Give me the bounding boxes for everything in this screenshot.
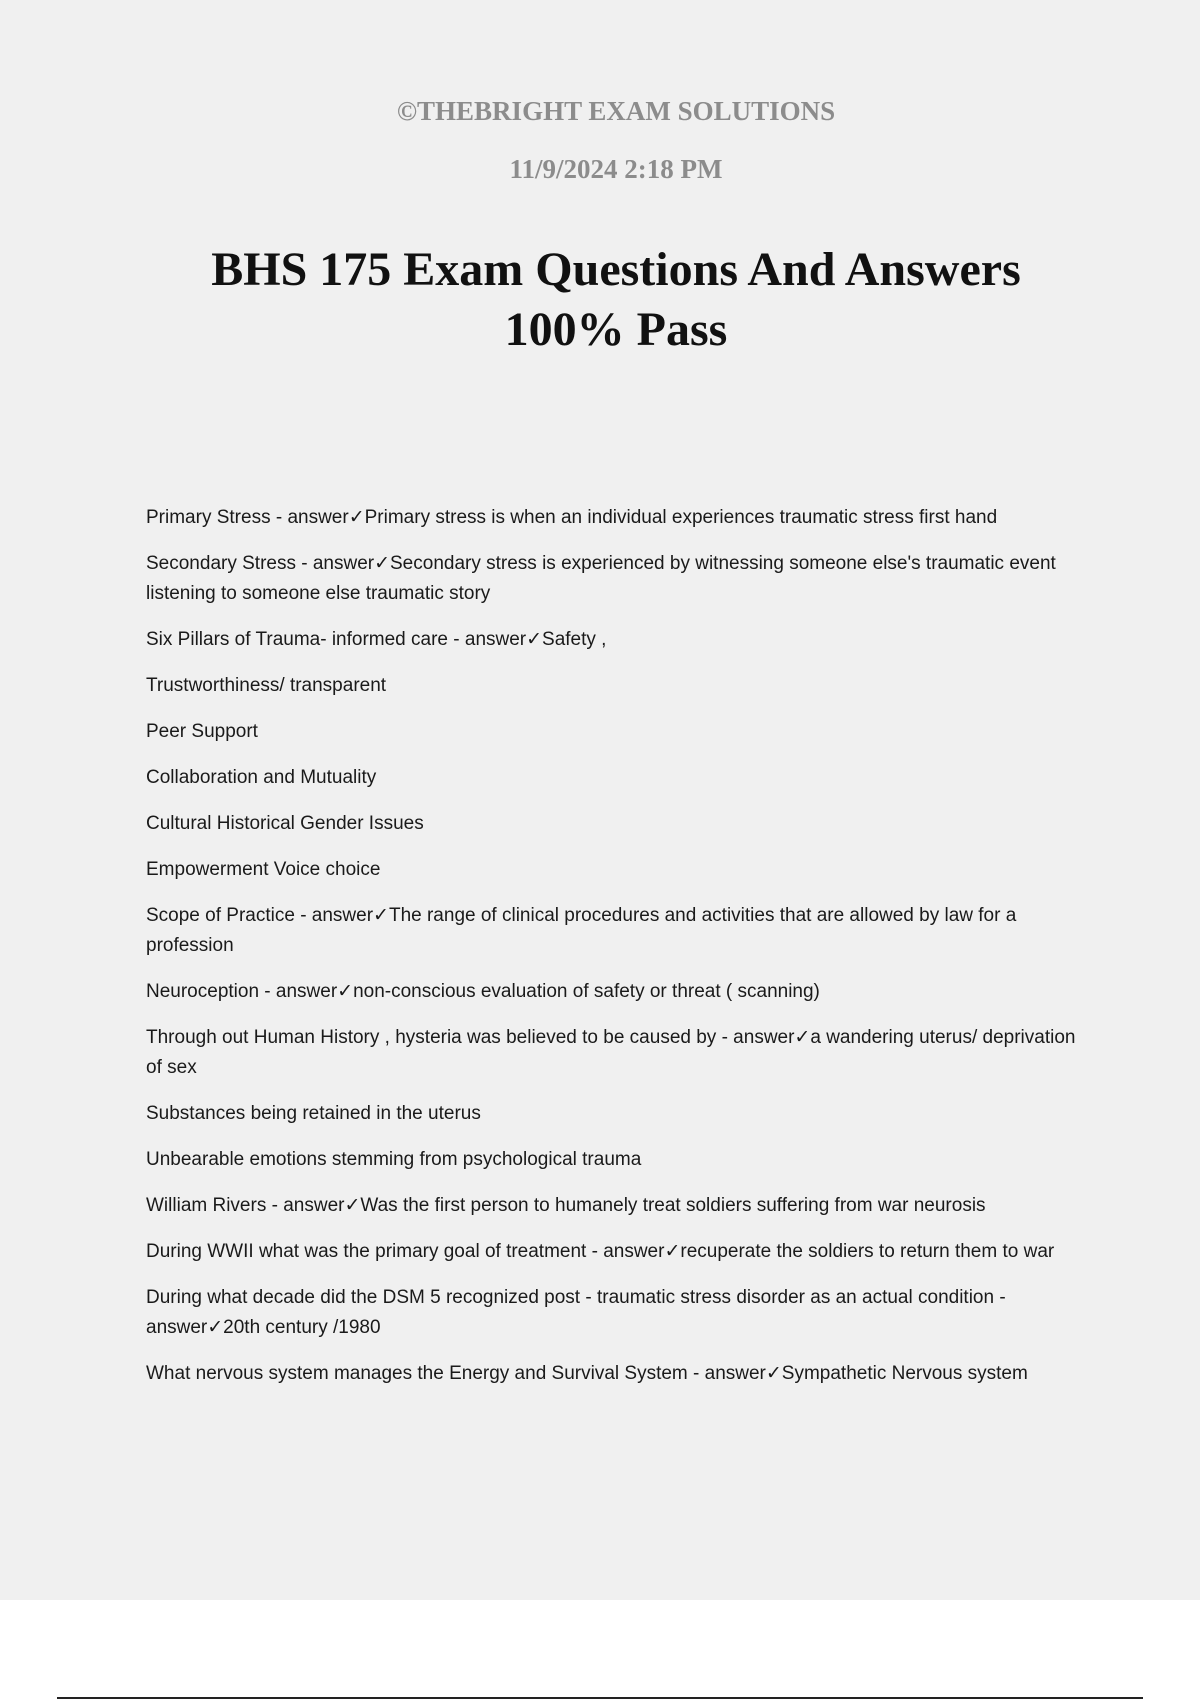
page-bottom-rule	[57, 1697, 1143, 1699]
title-line-1: BHS 175 Exam Questions And Answers	[211, 243, 1021, 296]
qa-item: What nervous system manages the Energy and Survival System - answer✓Sympathetic Nervous system	[146, 1363, 1028, 1384]
qa-item: Empowerment Voice choice	[146, 859, 381, 880]
qa-item: Scope of Practice - answer✓The range of clinical procedures and activities that are allowed by law for a profession	[146, 905, 1017, 956]
qa-item: Collaboration and Mutuality	[146, 767, 377, 788]
qa-item: During what decade did the DSM 5 recognized post - traumatic stress disorder as an actual condition - answer✓20th century /1980	[146, 1287, 1006, 1338]
qa-item: Six Pillars of Trauma- informed care - answer✓Safety ,	[146, 629, 607, 650]
qa-item: Peer Support	[146, 721, 258, 742]
qa-item: Substances being retained in the uterus	[146, 1103, 481, 1124]
qa-item: Neuroception - answer✓non-conscious evaluation of safety or threat ( scanning)	[146, 981, 820, 1002]
qa-item: Through out Human History , hysteria was believed to be caused by - answer✓a wandering uterus/ deprivation of sex	[146, 1027, 1076, 1078]
title-line-2: 100% Pass	[504, 303, 728, 356]
qa-item: During WWII what was the primary goal of treatment - answer✓recuperate the soldiers to return them to war	[146, 1241, 1055, 1262]
watermark-datetime: 11/9/2024 2:18 PM	[509, 154, 723, 184]
qa-item: Trustworthiness/ transparent	[146, 675, 387, 696]
watermark-brand: ©THEBRIGHT EXAM SOLUTIONS	[396, 96, 836, 126]
qa-item: Primary Stress - answer✓Primary stress is when an individual experiences traumatic stress first hand	[146, 507, 998, 528]
qa-list	[146, 503, 1086, 1405]
document-title	[0, 240, 1200, 360]
qa-item: Cultural Historical Gender Issues	[146, 813, 424, 834]
qa-item: Secondary Stress - answer✓Secondary stress is experienced by witnessing someone else's traumatic event listening to someone else traumatic story	[146, 553, 1056, 604]
qa-item: Unbearable emotions stemming from psychological trauma	[146, 1149, 642, 1170]
qa-item: William Rivers - answer✓Was the first person to humanely treat soldiers suffering from war neurosis	[146, 1195, 986, 1216]
